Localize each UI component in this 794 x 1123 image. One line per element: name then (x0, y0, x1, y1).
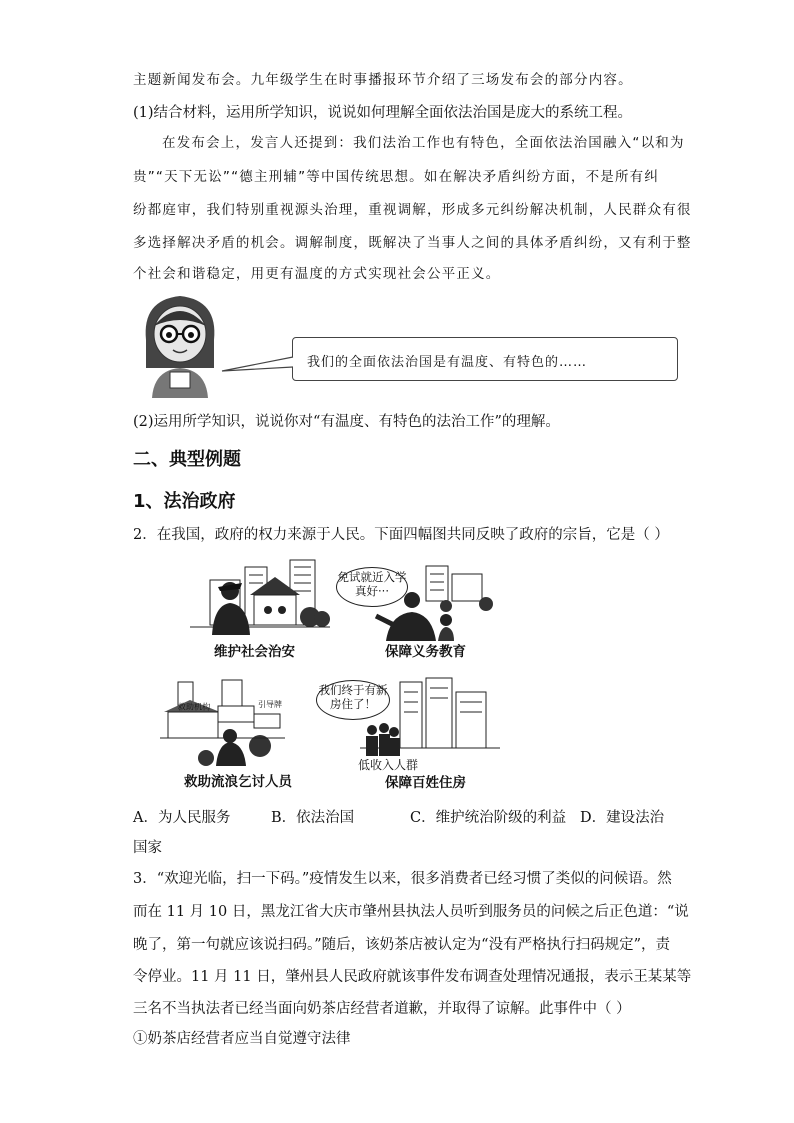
question-3: 2．在我国，政府的权力来源于人民。下面四幅图共同反映了政府的宗旨，它是（ ） (133, 527, 669, 543)
para-4: 多选择解决矛盾的机会。调解制度，既解决了当事人之间的具体矛盾纠纷，又有利于整 (133, 235, 692, 251)
question-4-line2: 而在 11 月 10 日，黑龙江省大庆市肇州县执法人员听到服务员的问候之后正色道：“说 (133, 904, 689, 920)
option-a: A．为人民服务 (133, 810, 231, 826)
low-income-label: 低收入人群 (358, 758, 419, 772)
speech-housing (316, 680, 390, 720)
question-4-line3: 晚了，第一句就应该说扫码。”随后，该奶茶店被认定为“没有严格执行扫码规定”，责 (133, 937, 670, 953)
bubble-tail (220, 355, 296, 375)
option-d: D．建设法治 (580, 810, 665, 826)
speech-housing-text: 我们终于有新房住了！ (318, 683, 388, 711)
line-1: 主题新闻发布会。九年级学生在时事播报环节介绍了三场发布会的部分内容。 (133, 72, 633, 88)
question-4-line6: ①奶茶店经营者应当自觉遵守法律 (133, 1031, 351, 1047)
speech-school (336, 567, 408, 607)
option-c: C．维护统治阶级的利益 (410, 810, 567, 826)
girl-illustration (140, 290, 220, 398)
question-4-line1: 3．“欢迎光临，扫一下码。”疫情发生以来，很多消费者已经习惯了类似的问候语。然 (133, 871, 672, 887)
para-1: 在发布会上，发言人还提到：我们法治工作也有特色，全面依法治国融入“以和为 (162, 135, 685, 151)
option-b: B．依法治国 (271, 810, 355, 826)
para-5: 个社会和谐稳定，用更有温度的方式实现社会公平正义。 (133, 266, 501, 282)
caption-3: 救助流浪乞讨人员 (184, 774, 292, 790)
speech-bubble (292, 337, 678, 381)
question-4-line5: 三名不当执法者已经当面向奶茶店经营者道歉，并取得了谅解。此事件中（ ） (133, 1001, 631, 1017)
caption-2: 保障义务教育 (385, 644, 466, 660)
sign-guide: 引导牌 (258, 700, 282, 709)
rescue-illustration (160, 676, 285, 766)
sub-heading: 1、法治政府 (133, 491, 236, 512)
para-3: 纷都庭审，我们特别重视源头治理，重视调解，形成多元纠纷解决机制，人民群众有很 (133, 202, 692, 218)
question-4-line4: 令停业。11 月 11 日，肇州县人民政府就该事件发布调查处理情况通报，表示王某某等 (133, 969, 692, 985)
bubble-text: 我们的全面依法治国是有温度、有特色的…… (307, 355, 588, 370)
caption-1: 维护社会治安 (214, 644, 295, 660)
police-illustration (190, 555, 330, 635)
question-1: (1)结合材料，运用所学知识，说说如何理解全面依法治国是庞大的系统工程。 (133, 105, 633, 121)
speech-school-text: 免试就近入学真好··· (337, 570, 407, 598)
sign-rescue: 救助机构 (177, 703, 211, 713)
option-d-cont: 国家 (133, 840, 162, 856)
section-heading: 二、典型例题 (133, 449, 241, 470)
caption-4: 保障百姓住房 (385, 775, 466, 791)
question-2: (2)运用所学知识，说说你对“有温度、有特色的法治工作”的理解。 (133, 414, 560, 430)
para-2: 贵”“天下无讼”“德主刑辅”等中国传统思想。如在解决矛盾纠纷方面，不是所有纠 (133, 169, 660, 185)
